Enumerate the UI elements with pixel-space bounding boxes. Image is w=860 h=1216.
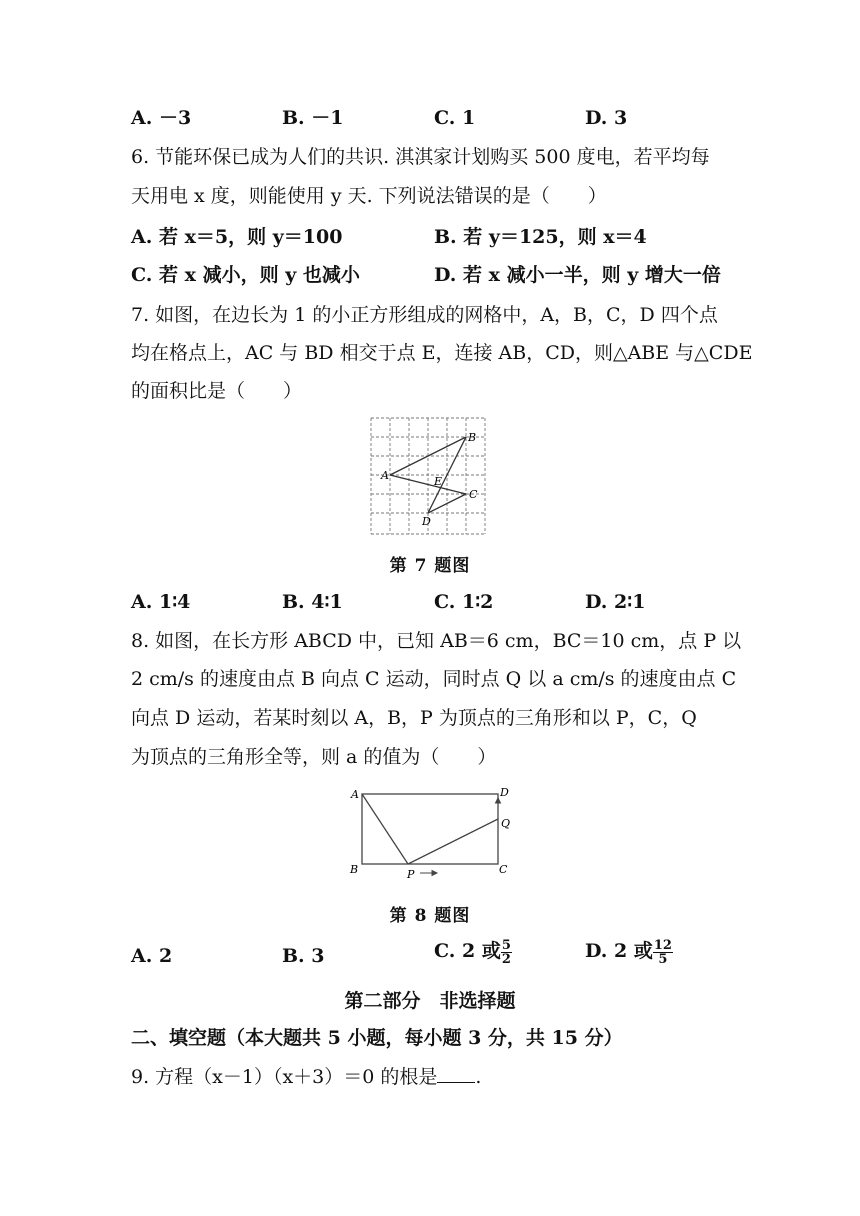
q8-segments xyxy=(362,794,498,864)
q8-option-c-denominator: 2 xyxy=(501,951,511,967)
section2-heading: 二、填空题（本大题共 5 小题，每小题 3 分，共 15 分） xyxy=(131,1027,623,1049)
q7-option-d: D. 2∶1 xyxy=(585,591,646,613)
q7-label-b: B xyxy=(468,431,477,444)
q7-option-c: C. 1∶2 xyxy=(434,591,494,613)
q8-label-a: A xyxy=(351,788,359,801)
q8-option-c-fraction xyxy=(501,939,512,966)
q8-option-c xyxy=(434,938,512,966)
q8-label-p: P xyxy=(407,868,415,881)
q7-label-c: C xyxy=(469,488,478,501)
q8-option-c-prefix: C. 2 或 xyxy=(434,940,501,962)
q8-stem-line1: 8. 如图，在长方形 ABCD 中，已知 AB＝6 cm，BC＝10 cm，点 P 以 xyxy=(131,630,742,652)
q8-label-q: Q xyxy=(501,817,511,830)
q5-option-d: D. 3 xyxy=(585,107,628,129)
q9-text: 9. 方程（x－1）（x＋3）＝0 的根是 xyxy=(131,1066,438,1088)
q7-label-a: A xyxy=(381,469,389,482)
q8-stem-line4: 为顶点的三角形全等，则 a 的值为（ ） xyxy=(131,746,497,768)
q8-arrow-up-icon xyxy=(496,798,501,812)
q7-stem-line2: 均在格点上，AC 与 BD 相交于点 E，连接 AB，CD，则△ABE 与△CDE xyxy=(131,342,753,364)
q8-label-c: C xyxy=(499,863,508,876)
q5-option-b: B. －1 xyxy=(282,107,344,129)
q8-option-d-denominator: 5 xyxy=(658,951,668,967)
q9-stem xyxy=(131,1064,481,1090)
q7-stem-line3: 的面积比是（ ） xyxy=(131,380,303,402)
q9-period: . xyxy=(475,1066,482,1088)
q7-stem-line1: 7. 如图，在边长为 1 的小正方形组成的网格中，A，B，C，D 四个点 xyxy=(131,304,718,326)
q8-label-d: D xyxy=(500,786,509,799)
part2-title: 第二部分 非选择题 xyxy=(344,990,516,1012)
q8-figure-caption: 第 8 题图 xyxy=(389,906,471,926)
q8-option-c-numerator: 5 xyxy=(501,937,511,953)
q9-answer-blank[interactable] xyxy=(437,1064,475,1083)
q8-option-b: B. 3 xyxy=(282,945,325,967)
q6-option-a: A. 若 x＝5，则 y＝100 xyxy=(131,226,343,248)
q6-stem-line2: 天用电 x 度，则能使用 y 天. 下列说法错误的是（ ） xyxy=(131,185,607,207)
q6-option-d: D. 若 x 减小一半，则 y 增大一倍 xyxy=(434,264,721,286)
q6-option-c: C. 若 x 减小，则 y 也减小 xyxy=(131,264,360,286)
q6-stem-line1: 6. 节能环保已成为人们的共识. 淇淇家计划购买 500 度电，若平均每 xyxy=(131,146,710,168)
q8-label-b: B xyxy=(350,863,359,876)
q8-option-a: A. 2 xyxy=(131,945,173,967)
q7-option-b: B. 4∶1 xyxy=(282,591,343,613)
q6-option-b: B. 若 y＝125，则 x＝4 xyxy=(434,226,647,248)
q8-arrow-right-icon xyxy=(420,871,437,876)
q7-figure-caption: 第 7 题图 xyxy=(389,556,471,576)
q8-option-d-prefix: D. 2 或 xyxy=(585,940,653,962)
q8-stem-line3: 向点 D 运动，若某时刻以 A，B，P 为顶点的三角形和以 P，C，Q xyxy=(131,707,697,729)
q8-option-d-fraction xyxy=(653,939,673,966)
q8-stem-line2: 2 cm/s 的速度由点 B 向点 C 运动，同时点 Q 以 a cm/s 的速度由点 C xyxy=(131,668,737,690)
q5-option-c: C. 1 xyxy=(434,107,476,129)
q8-option-d-numerator: 12 xyxy=(653,937,672,953)
q7-label-e: E xyxy=(434,475,443,488)
q7-grid-figure xyxy=(368,415,492,537)
q7-label-d: D xyxy=(422,515,431,528)
q7-option-a: A. 1∶4 xyxy=(131,591,191,613)
q8-rectangle-figure xyxy=(344,782,520,882)
q5-option-a: A. －3 xyxy=(131,107,192,129)
q8-option-d xyxy=(585,938,673,966)
